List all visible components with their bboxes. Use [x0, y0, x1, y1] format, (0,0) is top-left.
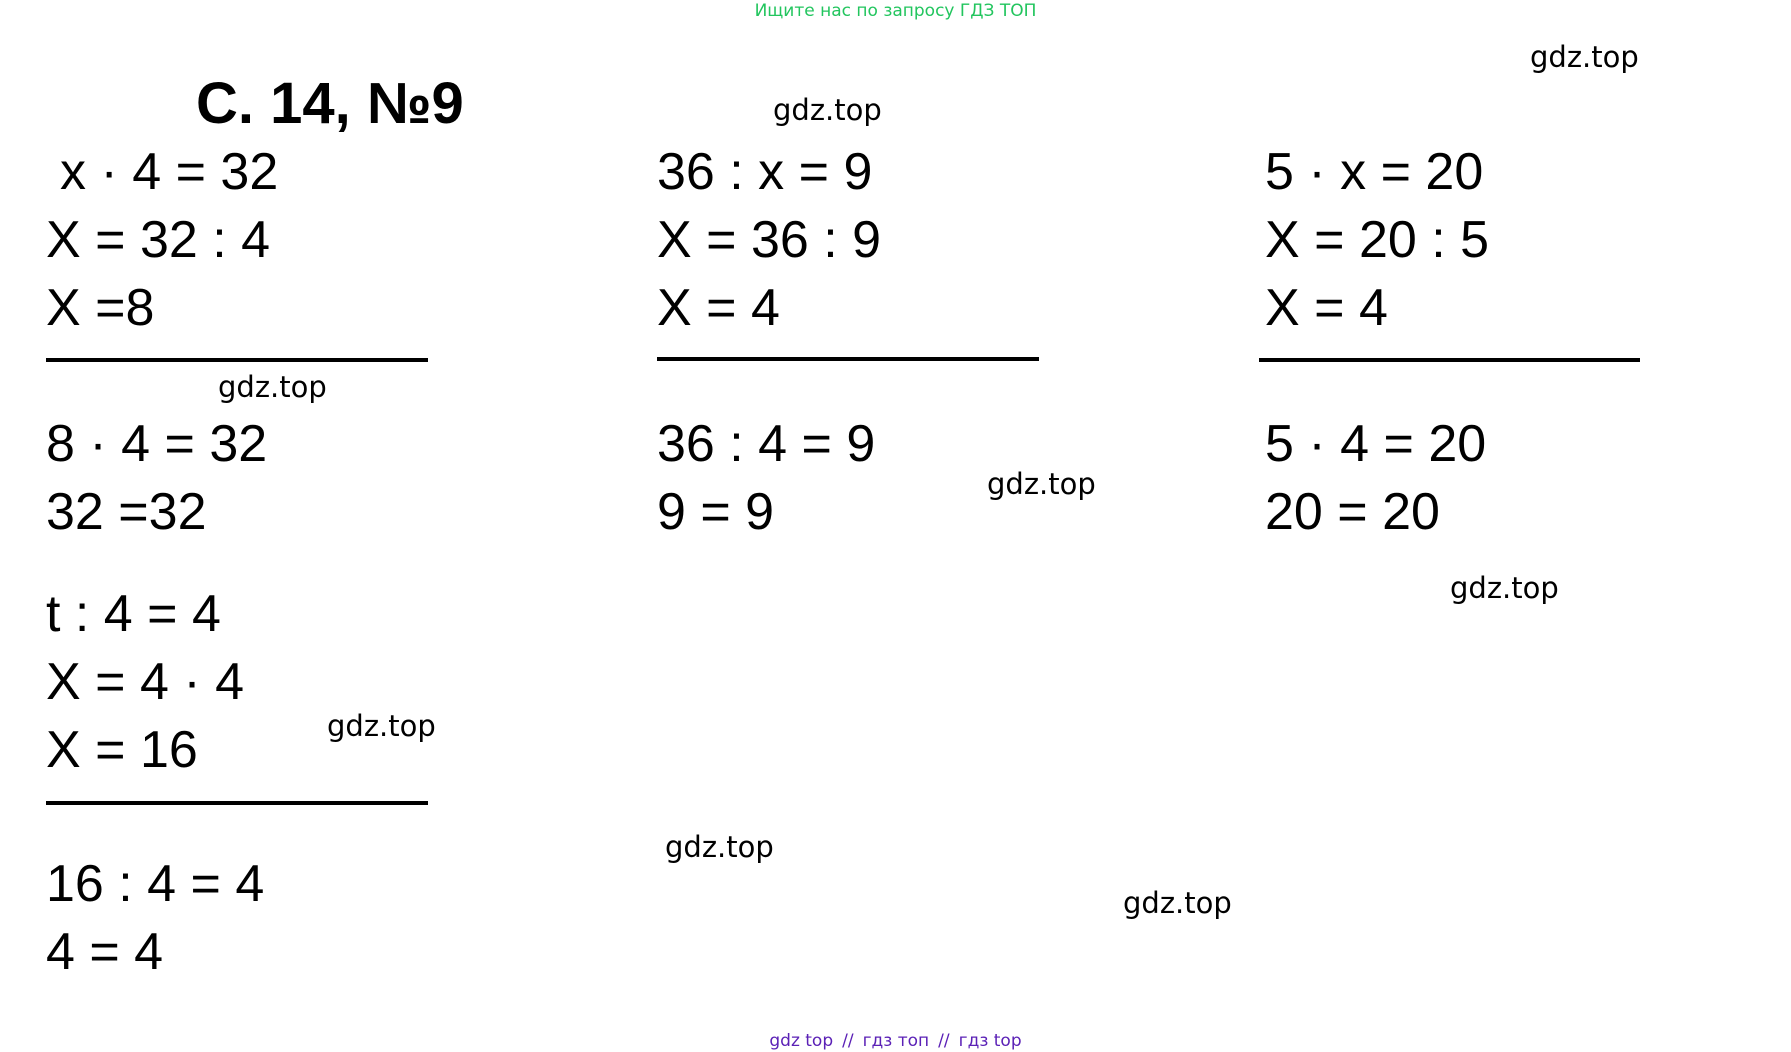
watermark-text: gdz.top: [218, 370, 327, 404]
check-line: 32 =32: [46, 483, 207, 541]
page-title: С. 14, №9: [196, 71, 464, 136]
equation-line: X = 20 : 5: [1265, 211, 1490, 269]
equation-line: t : 4 = 4: [46, 585, 221, 643]
equation-line: 5 · x = 20: [1265, 143, 1484, 201]
watermark-text: gdz.top: [987, 467, 1096, 501]
check-line: 36 : 4 = 9: [657, 415, 876, 473]
equation-line: X = 36 : 9: [657, 211, 882, 269]
footer-separator: //: [842, 1031, 854, 1051]
watermark-text: gdz.top: [1123, 886, 1232, 920]
footer-link[interactable]: гдз top: [958, 1031, 1022, 1051]
footer-separator: //: [938, 1031, 950, 1051]
divider-line: [46, 801, 428, 805]
divider-line: [657, 357, 1039, 361]
watermark-text: gdz.top: [1530, 40, 1639, 74]
equation-line: X = 4: [657, 279, 780, 337]
check-line: 9 = 9: [657, 483, 775, 541]
check-line: 20 = 20: [1265, 483, 1440, 541]
equation-line: x · 4 = 32: [60, 143, 279, 201]
watermark-text: gdz.top: [327, 709, 436, 743]
divider-line: [1259, 358, 1640, 362]
check-line: 8 · 4 = 32: [46, 415, 268, 473]
equation-line: X = 4 · 4: [46, 653, 244, 711]
footer-link[interactable]: гдз топ: [862, 1031, 930, 1051]
search-hint-banner: Ищите нас по запросу ГДЗ ТОП: [754, 1, 1037, 21]
watermark-text: gdz.top: [1450, 571, 1559, 605]
check-line: 16 : 4 = 4: [46, 855, 265, 913]
equation-line: 36 : x = 9: [657, 143, 873, 201]
check-line: 5 · 4 = 20: [1265, 415, 1487, 473]
divider-line: [46, 358, 428, 362]
equation-line: X = 4: [1265, 279, 1388, 337]
footer-links: [0, 1031, 1791, 1051]
equation-line: X = 16: [46, 721, 198, 779]
watermark-text: gdz.top: [773, 93, 882, 127]
footer-link[interactable]: gdz top: [769, 1031, 834, 1051]
check-line: 4 = 4: [46, 923, 164, 981]
equation-line: X =8: [46, 279, 155, 337]
watermark-text: gdz.top: [665, 830, 774, 864]
equation-line: X = 32 : 4: [46, 211, 271, 269]
